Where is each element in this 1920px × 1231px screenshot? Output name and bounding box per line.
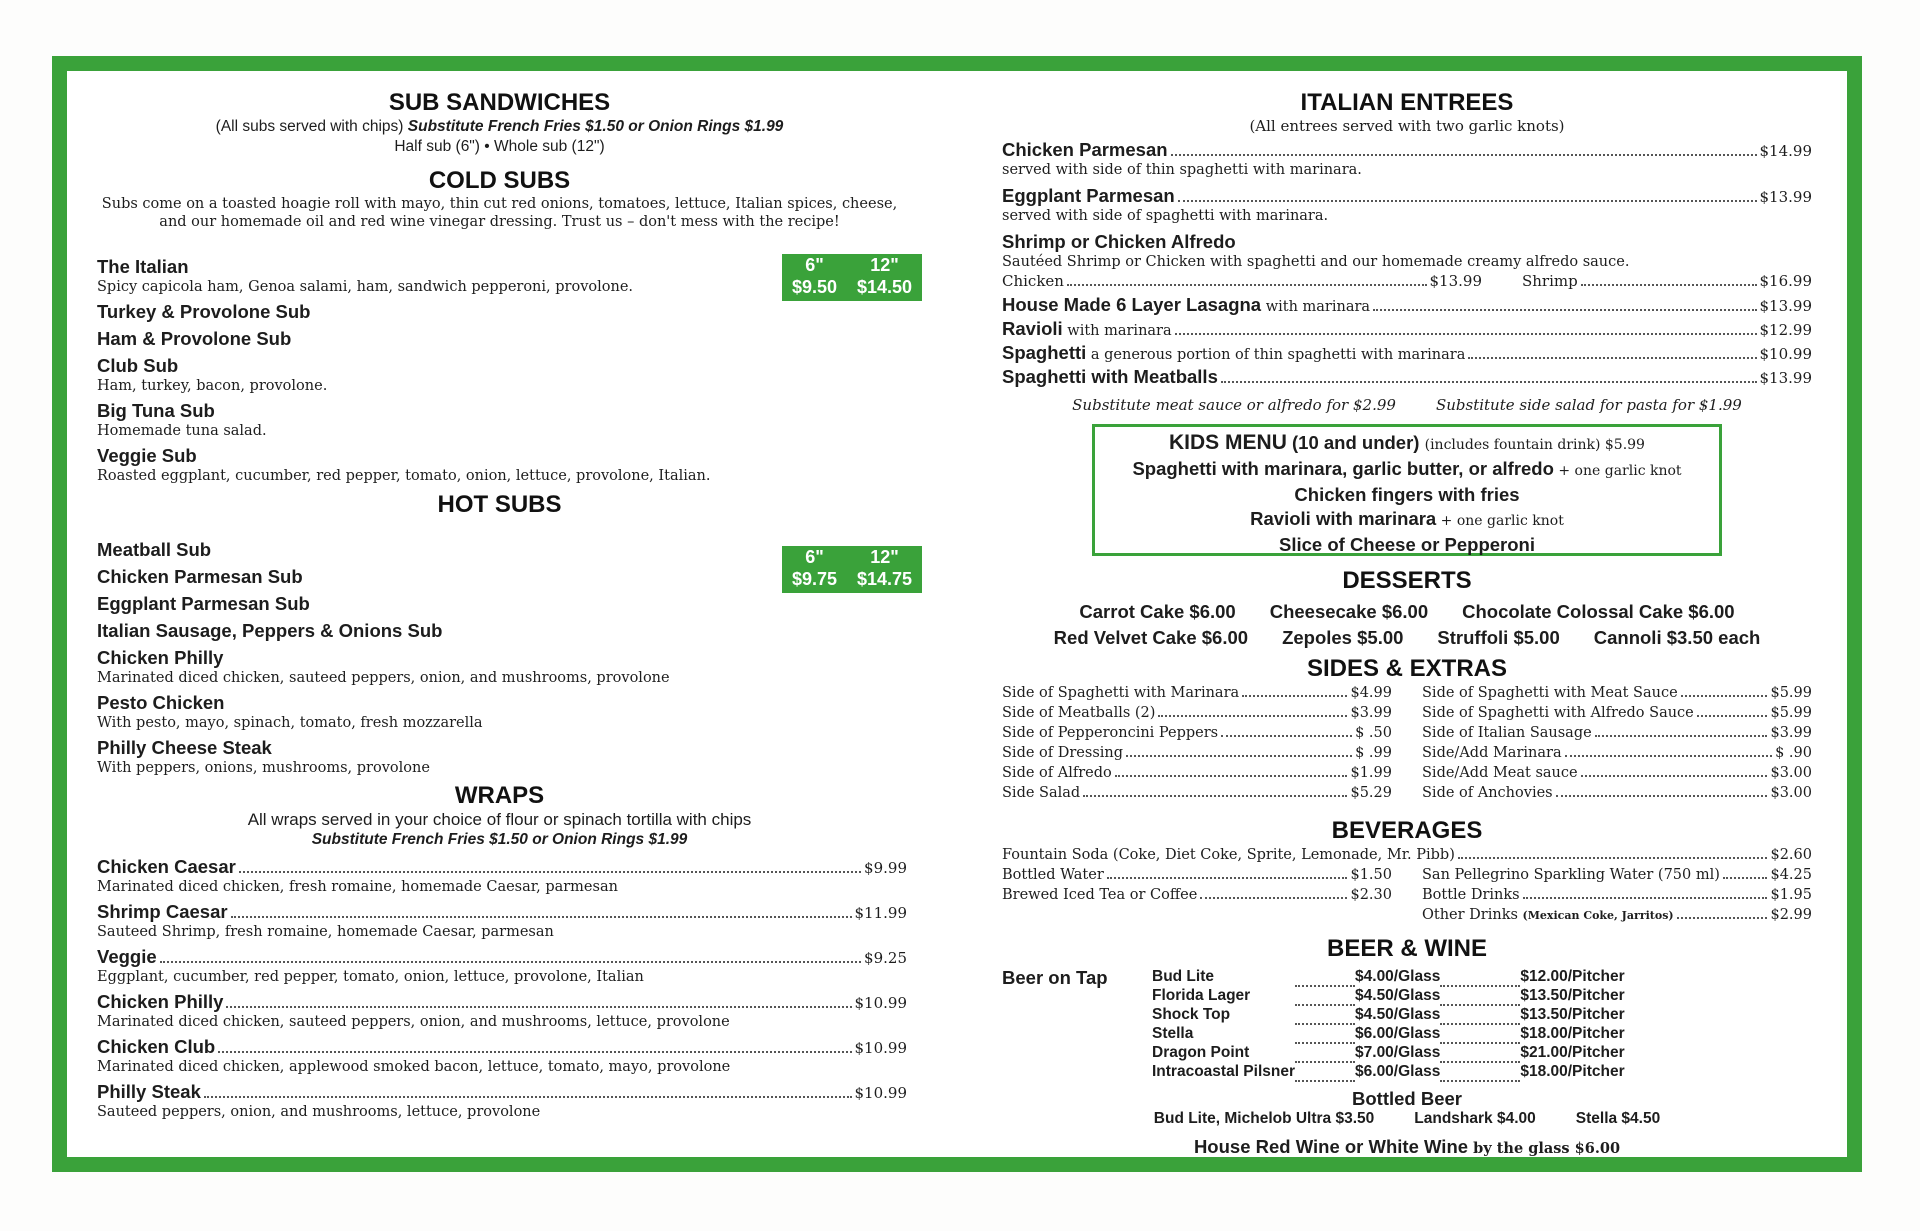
side-name: Side/Add Meat sauce (1422, 765, 1578, 781)
wine-name: House Red Wine or White Wine (1193, 1136, 1469, 1157)
item-name: Philly Steak (97, 1081, 201, 1102)
bev-name: Bottled Water (1002, 867, 1104, 883)
item-desc: Sauteed Shrimp, fresh romaine, homemade Caesar, parmesan (97, 924, 554, 940)
item-desc: With peppers, onions, mushrooms, provolone (97, 760, 430, 776)
item-name: House Made 6 Layer Lasagna (1002, 294, 1262, 315)
beer-glass: $6.00/Glass (1355, 1025, 1441, 1042)
list-item (1002, 231, 1812, 291)
side-name: Side of Spaghetti with Marinara (1002, 685, 1240, 701)
item-desc: Eggplant, cucumber, red pepper, tomato, onion, lettuce, provolone, Italian (97, 969, 644, 985)
tap-block (1002, 967, 1812, 1082)
kids-item-4: Slice of Cheese or Pepperoni (1279, 534, 1535, 555)
item-name: Veggie Sub (97, 445, 197, 466)
side-name: Side of Dressing (1002, 745, 1124, 761)
leader-dots (1115, 775, 1348, 777)
side-price: $ .99 (1355, 745, 1392, 761)
list-item (1422, 703, 1812, 723)
leader-dots (1595, 735, 1768, 737)
item-extra: with marinara (1062, 323, 1172, 339)
leader-dots (1723, 877, 1768, 879)
leader-dots (1083, 795, 1347, 797)
list-item (97, 301, 907, 323)
leader-dots (1677, 917, 1768, 919)
bev-name: Bottle Drinks (1422, 887, 1520, 903)
item-name: Shrimp Caesar (97, 901, 228, 922)
cold-price-12: $14.50 (856, 277, 913, 297)
leader-dots (1581, 775, 1768, 777)
leader-dots (1126, 755, 1352, 757)
item-name: Ham & Provolone Sub (97, 328, 292, 349)
item-desc: Marinated diced chicken, sauteed peppers, onion, and mushrooms, lettuce, provolone (97, 1014, 730, 1030)
bottled-list (1002, 1110, 1812, 1128)
hot-size-12: 12" (870, 547, 899, 567)
sub-sandwiches-note (92, 117, 907, 137)
hot-size-6: 6" (805, 547, 824, 567)
item-name: Philly Cheese Steak (97, 737, 272, 758)
beer-glass: $4.50/Glass (1355, 1006, 1441, 1023)
beer-pitcher: $18.00/Pitcher (1520, 1063, 1625, 1080)
leader-dots (1373, 309, 1756, 311)
item-price: $13.99 (1759, 188, 1812, 206)
item-desc: Sauteed peppers, onion, and mushrooms, lettuce, provolone (97, 1104, 541, 1120)
item-desc: Ham, turkey, bacon, provolone. (97, 378, 328, 394)
item-price: $10.99 (854, 1084, 907, 1102)
tap-table (1152, 967, 1625, 1082)
item-name: Shrimp or Chicken Alfredo (1002, 231, 1236, 252)
desserts-title: DESSERTS (1342, 567, 1472, 594)
list-item (1002, 318, 1812, 340)
item-desc: Marinated diced chicken, applewood smoked bacon, lettuce, tomato, mayo, provolone (97, 1059, 731, 1075)
item-desc: Homemade tuna salad. (97, 423, 267, 439)
list-item (1002, 703, 1392, 723)
list-item (97, 737, 907, 777)
item-price: $10.99 (854, 1039, 907, 1057)
entrees-list (1002, 139, 1812, 414)
bottled-item: Stella $4.50 (1575, 1110, 1661, 1127)
alfredo-chicken-price: $13.99 (1429, 272, 1482, 290)
side-name: Side/Add Marinara (1422, 745, 1562, 761)
kids-item-2: Chicken fingers with fries (1294, 484, 1520, 505)
left-column (92, 89, 913, 1126)
alfredo-chicken-label: Chicken (1002, 272, 1064, 290)
beer-name: Stella (1152, 1025, 1194, 1042)
sides-title: SIDES & EXTRAS (1306, 655, 1508, 682)
cold-size-12: 12" (870, 255, 899, 275)
item-name: Eggplant Parmesan Sub (97, 593, 310, 614)
item-extra: a generous portion of thin spaghetti with marinara (1086, 347, 1466, 363)
list-item (97, 647, 907, 687)
list-item (1002, 763, 1392, 783)
side-price: $ .90 (1775, 745, 1812, 761)
entree-substitutions (1002, 396, 1812, 414)
list-item (1422, 723, 1812, 743)
kids-item-1-note: + one garlic knot (1553, 463, 1682, 479)
subs-note-plain: (All subs served with chips) (215, 118, 408, 135)
kids-item-3-note: + one garlic knot (1436, 513, 1564, 529)
beer-name: Intracoastal Pilsner (1152, 1063, 1296, 1080)
sides-right (1422, 683, 1812, 803)
dessert-item: Cannoli $3.50 each (1593, 627, 1761, 648)
side-price: $5.99 (1770, 705, 1812, 721)
cold-subs-desc-1: Subs come on a toasted hoagie roll with mayo, thin cut red onions, tomatoes, lettuce, Italian spices, cheese, (101, 196, 898, 212)
list-item (1002, 342, 1812, 364)
item-name: Meatball Sub (97, 539, 212, 560)
bev-name: Fountain Soda (Coke, Diet Coke, Sprite, Lemonade, Mr. Pibb) (1002, 847, 1455, 863)
side-price: $3.00 (1770, 785, 1812, 801)
item-desc: served with side of thin spaghetti with marinara. (1002, 162, 1362, 178)
bev-name: Brewed Iced Tea or Coffee (1002, 887, 1198, 903)
wraps-note: All wraps served in your choice of flour or spinach tortilla with chips (247, 810, 752, 829)
item-name: Chicken Caesar (97, 856, 236, 877)
sides-section (1002, 655, 1812, 803)
bottled-item: Bud Lite, Michelob Ultra $3.50 (1153, 1110, 1375, 1127)
wraps-title: WRAPS (454, 782, 545, 809)
leader-dots (1458, 857, 1768, 859)
beer-name: Dragon Point (1152, 1044, 1250, 1061)
leader-dots (1158, 715, 1347, 717)
table-row (1152, 986, 1625, 1005)
beer-pitcher: $18.00/Pitcher (1520, 1025, 1625, 1042)
side-price: $5.29 (1350, 785, 1392, 801)
list-item (1002, 885, 1392, 905)
sides-left (1002, 683, 1392, 803)
desserts-row-1 (1002, 601, 1812, 623)
bev-price: $1.95 (1770, 887, 1812, 903)
wraps-list (97, 856, 907, 1121)
desserts-row-2 (1002, 627, 1812, 649)
entrees-note: (All entrees served with two garlic knots) (1249, 117, 1565, 135)
item-name: Spaghetti with Meatballs (1002, 366, 1218, 387)
beer-pitcher: $13.50/Pitcher (1520, 1006, 1625, 1023)
beer-pitcher: $13.50/Pitcher (1520, 987, 1625, 1004)
leader-dots (1556, 795, 1768, 797)
leader-dots (1242, 695, 1347, 697)
beverages-title: BEVERAGES (1331, 817, 1483, 844)
wine-line (1002, 1136, 1812, 1158)
leader-dots (1175, 333, 1757, 335)
leader-dots (204, 1096, 852, 1098)
beer-glass: $6.00/Glass (1355, 1063, 1441, 1080)
side-price: $4.99 (1350, 685, 1392, 701)
cold-subs-desc-2: and our homemade oil and red wine vinegar dressing. Trust us – don't mess with the recipe! (159, 214, 840, 230)
kids-item-3: Ravioli with marinara (1250, 508, 1437, 529)
leader-dots (1468, 357, 1756, 359)
side-price: $1.99 (1350, 765, 1392, 781)
cold-subs-title: COLD SUBS (428, 167, 571, 194)
table-row (1152, 1024, 1625, 1043)
alfredo-prices (1002, 271, 1812, 291)
item-desc: Spicy capicola ham, Genoa salami, ham, sandwich pepperoni, provolone. (97, 279, 634, 295)
list-item (1422, 905, 1812, 926)
list-item (97, 593, 907, 615)
item-name: Pesto Chicken (97, 692, 225, 713)
beer-wine-title: BEER & WINE (1326, 935, 1487, 962)
side-name: Side of Spaghetti with Meat Sauce (1422, 685, 1678, 701)
leader-dots (1681, 695, 1768, 697)
item-extra: with marinara (1261, 299, 1371, 315)
kids-age: (10 and under) (1286, 432, 1425, 453)
right-column (1002, 89, 1812, 1157)
side-name: Side of Alfredo (1002, 765, 1112, 781)
list-item (97, 400, 907, 440)
item-price: $14.99 (1759, 142, 1812, 160)
item-name: Chicken Parmesan (1002, 139, 1168, 160)
leader-dots (1221, 381, 1757, 383)
list-item (1002, 865, 1392, 885)
leader-dots (1171, 154, 1757, 156)
list-item (97, 856, 907, 896)
list-item (97, 620, 907, 642)
list-item (1002, 783, 1392, 803)
subs-note-italic: Substitute French Fries $1.50 or Onion Rings $1.99 (407, 118, 784, 135)
beer-name: Bud Lite (1152, 968, 1214, 985)
hot-subs-title: HOT SUBS (437, 491, 562, 518)
leader-dots (231, 916, 852, 918)
leader-dots (1067, 284, 1427, 286)
cold-subs-price-box (782, 254, 922, 301)
item-name: Italian Sausage, Peppers & Onions Sub (97, 620, 443, 641)
side-name: Side of Spaghetti with Alfredo Sauce (1422, 705, 1694, 721)
item-name: Chicken Club (97, 1036, 216, 1057)
item-name: Chicken Philly (97, 991, 224, 1012)
item-price: $11.99 (854, 904, 907, 922)
list-item (1002, 294, 1812, 316)
list-item (1002, 366, 1812, 388)
item-name: Turkey & Provolone Sub (97, 301, 311, 322)
list-item (1422, 743, 1812, 763)
side-name: Side of Meatballs (2) (1002, 705, 1156, 721)
item-price: $9.99 (864, 859, 907, 877)
list-item (97, 1081, 907, 1121)
dessert-item: Red Velvet Cake $6.00 (1053, 627, 1249, 648)
list-item (1002, 845, 1812, 865)
list-item (97, 991, 907, 1031)
dessert-item: Chocolate Colossal Cake $6.00 (1462, 601, 1735, 622)
sub-meat-note: Substitute meat sauce or alfredo for $2.99 (1072, 396, 1396, 414)
cold-size-6: 6" (805, 255, 824, 275)
list-item (1422, 865, 1812, 885)
hot-price-6: $9.75 (791, 569, 838, 589)
bev-name: Other Drinks (1422, 907, 1518, 923)
item-name: Spaghetti (1002, 342, 1087, 363)
beer-name: Florida Lager (1152, 987, 1251, 1004)
item-price: $13.99 (1759, 369, 1812, 387)
beer-pitcher: $21.00/Pitcher (1520, 1044, 1625, 1061)
item-name: Chicken Philly (97, 647, 224, 668)
table-row (1152, 1005, 1625, 1024)
beverages-section (1002, 817, 1812, 926)
alfredo-shrimp-label: Shrimp (1522, 272, 1578, 290)
list-item (1002, 683, 1392, 703)
list-item (1002, 139, 1812, 179)
bottled-item: Landshark $4.00 (1414, 1110, 1536, 1127)
side-price: $5.99 (1770, 685, 1812, 701)
item-price: $12.99 (1759, 321, 1812, 339)
menu-border (52, 56, 1862, 1172)
leader-dots (1107, 877, 1348, 879)
bev-price: $1.50 (1350, 867, 1392, 883)
leader-dots (1221, 735, 1352, 737)
list-item (97, 445, 907, 485)
desserts-section (1002, 567, 1812, 649)
item-desc: Marinated diced chicken, fresh romaine, homemade Caesar, parmesan (97, 879, 618, 895)
list-item (1002, 743, 1392, 763)
list-item (1422, 783, 1812, 803)
dessert-item: Zepoles $5.00 (1282, 627, 1404, 648)
alfredo-shrimp-price: $16.99 (1759, 272, 1812, 290)
item-desc: With pesto, mayo, spinach, tomato, fresh mozzarella (97, 715, 483, 731)
kids-item (1095, 507, 1719, 533)
leader-dots (218, 1051, 851, 1053)
side-name: Side Salad (1002, 785, 1081, 801)
bev-price: $2.60 (1770, 847, 1812, 863)
sides-columns (1002, 683, 1812, 803)
side-name: Side of Italian Sausage (1422, 725, 1592, 741)
leader-dots (1565, 755, 1773, 757)
item-desc: served with side of spaghetti with marinara. (1002, 208, 1329, 224)
side-price: $3.99 (1350, 705, 1392, 721)
hot-subs-price-box (782, 546, 922, 593)
dessert-item: Carrot Cake $6.00 (1079, 601, 1236, 622)
item-desc: Marinated diced chicken, sauteed peppers, onion, and mushrooms, provolone (97, 670, 670, 686)
item-price: $13.99 (1759, 297, 1812, 315)
list-item (1002, 185, 1812, 225)
wraps-note-italic: Substitute French Fries $1.50 or Onion Rings $1.99 (311, 831, 688, 848)
item-name: The Italian (97, 256, 189, 277)
beer-glass: $7.00/Glass (1355, 1044, 1441, 1061)
beer-pitcher: $12.00/Pitcher (1520, 968, 1625, 985)
item-name: Ravioli (1002, 318, 1063, 339)
item-price: $10.99 (854, 994, 907, 1012)
list-item (97, 946, 907, 986)
list-item (97, 901, 907, 941)
list-item (97, 1036, 907, 1076)
kids-title-line (1095, 431, 1719, 457)
cold-price-6: $9.50 (791, 277, 838, 297)
sub-salad-note: Substitute side salad for pasta for $1.99 (1435, 396, 1742, 414)
list-item (1422, 885, 1812, 905)
item-desc: Roasted eggplant, cucumber, red pepper, tomato, onion, lettuce, provolone, Italian. (97, 468, 711, 484)
item-name: Big Tuna Sub (97, 400, 215, 421)
side-name: Side of Pepperoncini Peppers (1002, 725, 1219, 741)
table-row (1152, 1043, 1625, 1062)
beverages-right (1422, 865, 1812, 926)
kids-title: KIDS MENU (1169, 431, 1287, 454)
bev-price: $2.30 (1350, 887, 1392, 903)
leader-dots (239, 871, 861, 873)
leader-dots (1200, 897, 1347, 899)
kids-item-1: Spaghetti with marinara, garlic butter, or alfredo (1132, 458, 1554, 479)
leader-dots (160, 961, 861, 963)
list-item (97, 692, 907, 732)
table-row (1152, 967, 1625, 986)
hot-price-12: $14.75 (856, 569, 913, 589)
list-item (1422, 683, 1812, 703)
table-row (1152, 1062, 1625, 1081)
bev-note: (Mexican Coke, Jarritos) (1522, 909, 1674, 922)
beer-wine-section (1002, 935, 1812, 1158)
bottled-title: Bottled Beer (1352, 1088, 1462, 1109)
bev-price: $4.25 (1770, 867, 1812, 883)
item-desc: Sautéed Shrimp or Chicken with spaghetti and our homemade creamy alfredo sauce. (1002, 254, 1630, 270)
leader-dots (226, 1006, 851, 1008)
leader-dots (1178, 200, 1757, 202)
item-name: Veggie (97, 946, 157, 967)
list-item (97, 328, 907, 350)
item-price: $10.99 (1759, 345, 1812, 363)
sub-sizes: Half sub (6") • Whole sub (12") (394, 138, 605, 155)
dessert-item: Struffoli $5.00 (1437, 627, 1560, 648)
leader-dots (1523, 897, 1768, 899)
tap-label: Beer on Tap (1002, 967, 1108, 988)
bev-price: $2.99 (1770, 907, 1812, 923)
bev-name: San Pellegrino Sparkling Water (750 ml) (1422, 867, 1720, 883)
sub-sandwiches-title: SUB SANDWICHES (388, 89, 611, 116)
leader-dots (1581, 284, 1757, 286)
list-item (1002, 723, 1392, 743)
side-price: $3.99 (1770, 725, 1812, 741)
entrees-title: ITALIAN ENTREES (1300, 89, 1514, 116)
beer-glass: $4.50/Glass (1355, 987, 1441, 1004)
item-name: Club Sub (97, 355, 179, 376)
item-name: Eggplant Parmesan (1002, 185, 1175, 206)
list-item (97, 355, 907, 395)
beer-name: Shock Top (1152, 1006, 1231, 1023)
kids-menu-box (1092, 424, 1722, 556)
item-name: Chicken Parmesan Sub (97, 566, 303, 587)
side-price: $3.00 (1770, 765, 1812, 781)
beer-glass: $4.00/Glass (1355, 968, 1441, 985)
leader-dots (1697, 715, 1768, 717)
item-price: $9.25 (864, 949, 907, 967)
kids-item (1095, 457, 1719, 483)
dessert-item: Cheesecake $6.00 (1269, 601, 1429, 622)
wine-note: by the glass $6.00 (1468, 1140, 1621, 1157)
side-name: Side of Anchovies (1422, 785, 1553, 801)
beverages-columns (1002, 865, 1812, 926)
side-price: $ .50 (1355, 725, 1392, 741)
kids-drink: (includes fountain drink) $5.99 (1424, 437, 1645, 453)
list-item (1422, 763, 1812, 783)
beverages-left (1002, 865, 1392, 926)
